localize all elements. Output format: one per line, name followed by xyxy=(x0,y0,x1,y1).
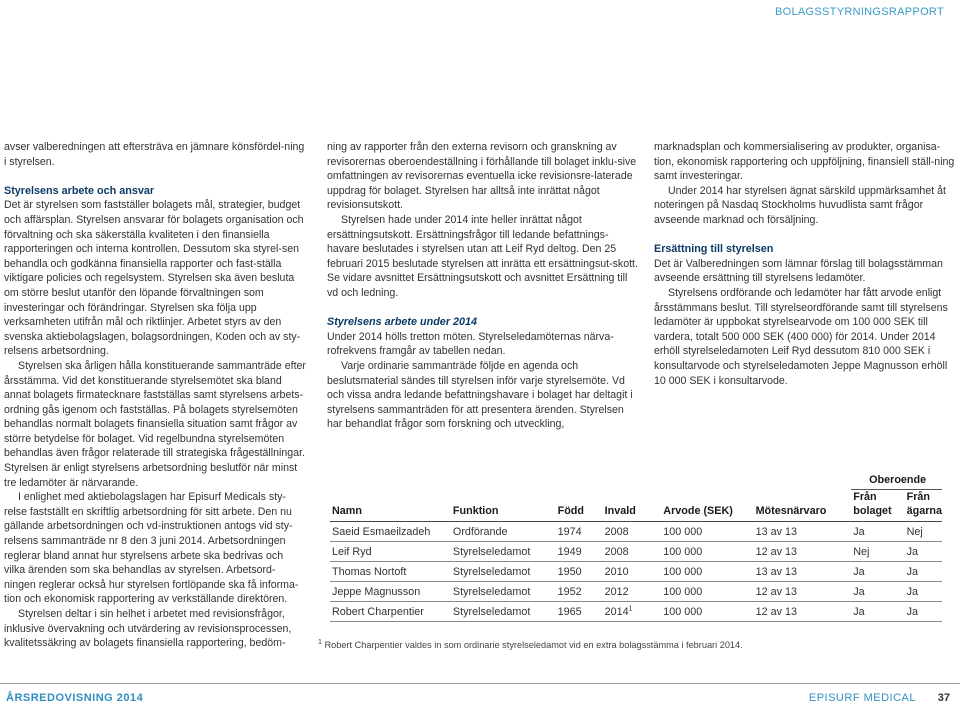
invald-value: 2010 xyxy=(604,565,629,578)
cell-fran-bolaget: Ja xyxy=(851,602,904,622)
cell-motesnarvaro: 12 av 13 xyxy=(754,602,852,622)
heading-styrelsens-arbete: Styrelsens arbete och ansvar xyxy=(4,184,155,197)
col-header-motesnarvaro: Mötesnärvaro xyxy=(754,490,852,522)
cell-fran-agarna: Nej xyxy=(905,522,942,542)
cell-arvode: 100 000 xyxy=(661,602,753,622)
text-column-2 xyxy=(327,140,639,432)
cell-namn: Leif Ryd xyxy=(330,542,451,562)
col-header-fran-agarna: Från ägarna xyxy=(905,490,942,522)
cell-arvode: 100 000 xyxy=(661,582,753,602)
table-row xyxy=(330,542,942,562)
cell-invald xyxy=(603,582,662,602)
footer-divider xyxy=(0,683,960,684)
cell-fran-agarna: Ja xyxy=(905,542,942,562)
paragraph: marknadsplan och kommersialisering av produkter, organisa-tion, ekonomisk rapportering och uppföljning, finansiell ställ-ning samt investeringar. xyxy=(654,141,955,183)
paragraph: ning av rapporter från den externa revisorn och granskning av revisorernas oberoendeställning i förhållande till bolaget inklu-sive omfattningen av revisorernas eventuella icke revisionsre-laterade uppdrag för bolaget. Styrelsen har alltså inte inrättat något revisionsutskott. xyxy=(327,141,637,212)
board-table xyxy=(330,473,942,622)
cell-funktion: Styrelseledamot xyxy=(451,602,556,622)
page-number: 37 xyxy=(937,692,950,704)
paragraph: Det är styrelsen som fastställer bolagets mål, strategier, budget och affärsplan. Styrelsen ansvarar för bolagets organisation och förvaltning och ska säkerställa kvaliteten i den finansiella rapporteringen och interna kontrollen. Dessutom ska styrel-sen behandla och godkänna finansiella rapporter och fast-ställa viktigare policies och regelsystem. Styrelsen ska även besluta om större beslut utanför den löpande förvaltningen som investeringar och förändringar. Styrelsen ska följa upp verksamheten utifrån mål och riktlinjer. Arbetet styrs av den svenska aktiebolagslagen, bolagsordningen, Koden och av sty-relsens arbetsordning. xyxy=(4,199,304,358)
cell-fran-bolaget: Ja xyxy=(851,562,904,582)
footnote-marker: 1 xyxy=(318,638,322,646)
cell-funktion: Styrelseledamot xyxy=(451,582,556,602)
footnote-text: Robert Charpentier valdes in som ordinarie styrelseledamot vid en extra bolagsstämma i februari 2014. xyxy=(324,640,743,650)
text-column-3 xyxy=(654,140,956,388)
cell-namn: Saeid Esmaeilzadeh xyxy=(330,522,451,542)
col-header-fran-bolaget: Från bolaget xyxy=(851,490,904,522)
col-header-namn: Namn xyxy=(330,490,451,522)
cell-fran-bolaget: Ja xyxy=(851,582,904,602)
section-label: BOLAGSSTYRNINGSRAPPORT xyxy=(775,6,944,18)
heading-arbete-2014: Styrelsens arbete under 2014 xyxy=(327,316,478,329)
cell-arvode: 100 000 xyxy=(661,542,753,562)
cell-fodd: 1952 xyxy=(556,582,603,602)
cell-fodd: 1974 xyxy=(556,522,603,542)
table-footnote xyxy=(318,640,743,650)
table-row xyxy=(330,602,942,622)
text-column-1 xyxy=(4,140,307,651)
cell-namn: Jeppe Magnusson xyxy=(330,582,451,602)
cell-motesnarvaro: 12 av 13 xyxy=(754,542,852,562)
heading-ersattning: Ersättning till styrelsen xyxy=(654,243,774,256)
cell-motesnarvaro: 13 av 13 xyxy=(754,562,852,582)
cell-fran-agarna: Ja xyxy=(905,562,942,582)
table-row xyxy=(330,582,942,602)
cell-namn: Thomas Nortoft xyxy=(330,562,451,582)
paragraph: Under 2014 hölls tretton möten. Styrelseledamöternas närva-rofrekvens framgår av tabellen nedan. xyxy=(327,330,614,358)
cell-fodd: 1950 xyxy=(556,562,603,582)
col-header-fodd: Född xyxy=(556,490,603,522)
cell-arvode: 100 000 xyxy=(661,522,753,542)
cell-invald xyxy=(603,522,662,542)
cell-invald xyxy=(603,602,662,622)
cell-namn: Robert Charpentier xyxy=(330,602,451,622)
paragraph: Styrelsen deltar i sin helhet i arbetet med revisionsfrågor, inklusive övervakning och utvärdering av revisionsprocessen, kvalitetssäkring av bolagets finansiella rapportering, bedöm- xyxy=(4,608,292,650)
cell-motesnarvaro: 12 av 13 xyxy=(754,582,852,602)
invald-value: 2012 xyxy=(604,585,629,598)
cell-invald xyxy=(603,562,662,582)
col-header-invald: Invald xyxy=(603,490,662,522)
paragraph: Varje ordinarie sammanträde följde en agenda och beslutsmaterial sändes till styrelsen inför varje styrelsemöte. Vd och vissa andra ledande befattningshavare i bolaget har deltagit i styrelsens sammanträden för att presentera ärenden. Styrelsen har behandlat frågor som forskning och utveckling, xyxy=(327,359,633,431)
footer-report-title: ÅRSREDOVISNING 2014 xyxy=(6,692,144,704)
invald-value: 2008 xyxy=(604,525,629,538)
oberoende-header: Oberoende xyxy=(851,473,942,490)
paragraph: avser valberedningen att eftersträva en jämnare könsfördel-ning i styrelsen. xyxy=(4,141,305,168)
cell-fodd: 1949 xyxy=(556,542,603,562)
col-header-funktion: Funktion xyxy=(451,490,556,522)
cell-funktion: Ordförande xyxy=(451,522,556,542)
table-row xyxy=(330,562,942,582)
cell-fran-agarna: Ja xyxy=(905,602,942,622)
cell-invald xyxy=(603,542,662,562)
col-header-arvode: Arvode (SEK) xyxy=(661,490,753,522)
footer-company-name: EPISURF MEDICAL xyxy=(808,692,916,704)
paragraph: Styrelsens ordförande och ledamöter har fått arvode enligt årsstämmans beslut. Till styrelseordförande samt till styrelsens ledamöter är uppbokat styrelsearvode om 100 000 SEK till vardera, totalt 500 000 SEK (400 000) för 2014. Under 2014 erhöll styrelseledamoten Leif Ryd dessutom 810 000 SEK i konsultarvode och styrelseledamoten Jeppe Magnusson erhöll 10 000 SEK i konsultarvode. xyxy=(654,286,948,387)
invald-value: 2008 xyxy=(604,545,629,558)
cell-fran-bolaget: Ja xyxy=(851,522,904,542)
paragraph: Styrelsen hade under 2014 inte heller inrättat något ersättningsutskott. Ersättningsfrågor till ledande befattnings-havare beslutades i styrelsen utan att Leif Ryd deltog. Den 25 februari 2015 beslutade styrelsen att inrätta ett ersättningsut-skott. Se vidare avsnittet Ersättningsutskott och avsnittet Ersättning till vd och ledning. xyxy=(327,213,638,299)
cell-funktion: Styrelseledamot xyxy=(451,542,556,562)
cell-fodd: 1965 xyxy=(556,602,603,622)
cell-fran-agarna: Ja xyxy=(905,582,942,602)
paragraph: I enlighet med aktiebolagslagen har Episurf Medicals sty-relse fastställt en skriftlig arbetsordning för sitt arbete. Den nu gällande arbetsordningen och vd-instruktionen antogs vid sty-relsens sammanträde nr 8 den 3 juni 2014. Arbetsordningen reglerar bland annat hur styrelsens arbete ska bedrivas och vilka ärenden som ska behandlas av styrelsen. Arbetsord-ningen reglerar också hur styrelsen fortlöpande ska få informa-tion och ekonomisk rapportering av verkställande direktören. xyxy=(4,491,299,606)
cell-arvode: 100 000 xyxy=(661,562,753,582)
paragraph: Under 2014 har styrelsen ägnat särskild uppmärksamhet åt noteringen på Nasdaq Stockholms huvudlista samt frågor avseende marknad och försäljning. xyxy=(654,184,946,226)
cell-funktion: Styrelseledamot xyxy=(451,562,556,582)
table-row xyxy=(330,522,942,542)
paragraph: Styrelsen ska årligen hålla konstituerande sammanträde efter årsstämma. Vid det konstituerande styrelsemötet ska bland annat bolagets firmatecknare fastställas samt styrelsens arbets-ordning gås igenom och fastställas. På bolagets styrelsemöten behandlas normalt bolagets finansiella situation samt frågor av större betydelse för bolaget. Vid regelbundna styrelsemöten behandlas även frågor relaterade till strategiska frågeställningar. Styrelsen är enligt styrelsens arbetsordning beslutför när minst tre ledamöter är närvarande. xyxy=(4,359,306,489)
invald-value: 2014 xyxy=(604,605,629,618)
cell-motesnarvaro: 13 av 13 xyxy=(754,522,852,542)
footnote-marker: 1 xyxy=(628,604,633,612)
paragraph: Det är Valberedningen som lämnar förslag till bolagsstämman avseende ersättning till styrelsens ledamöter. xyxy=(654,257,943,285)
cell-fran-bolaget: Nej xyxy=(851,542,904,562)
